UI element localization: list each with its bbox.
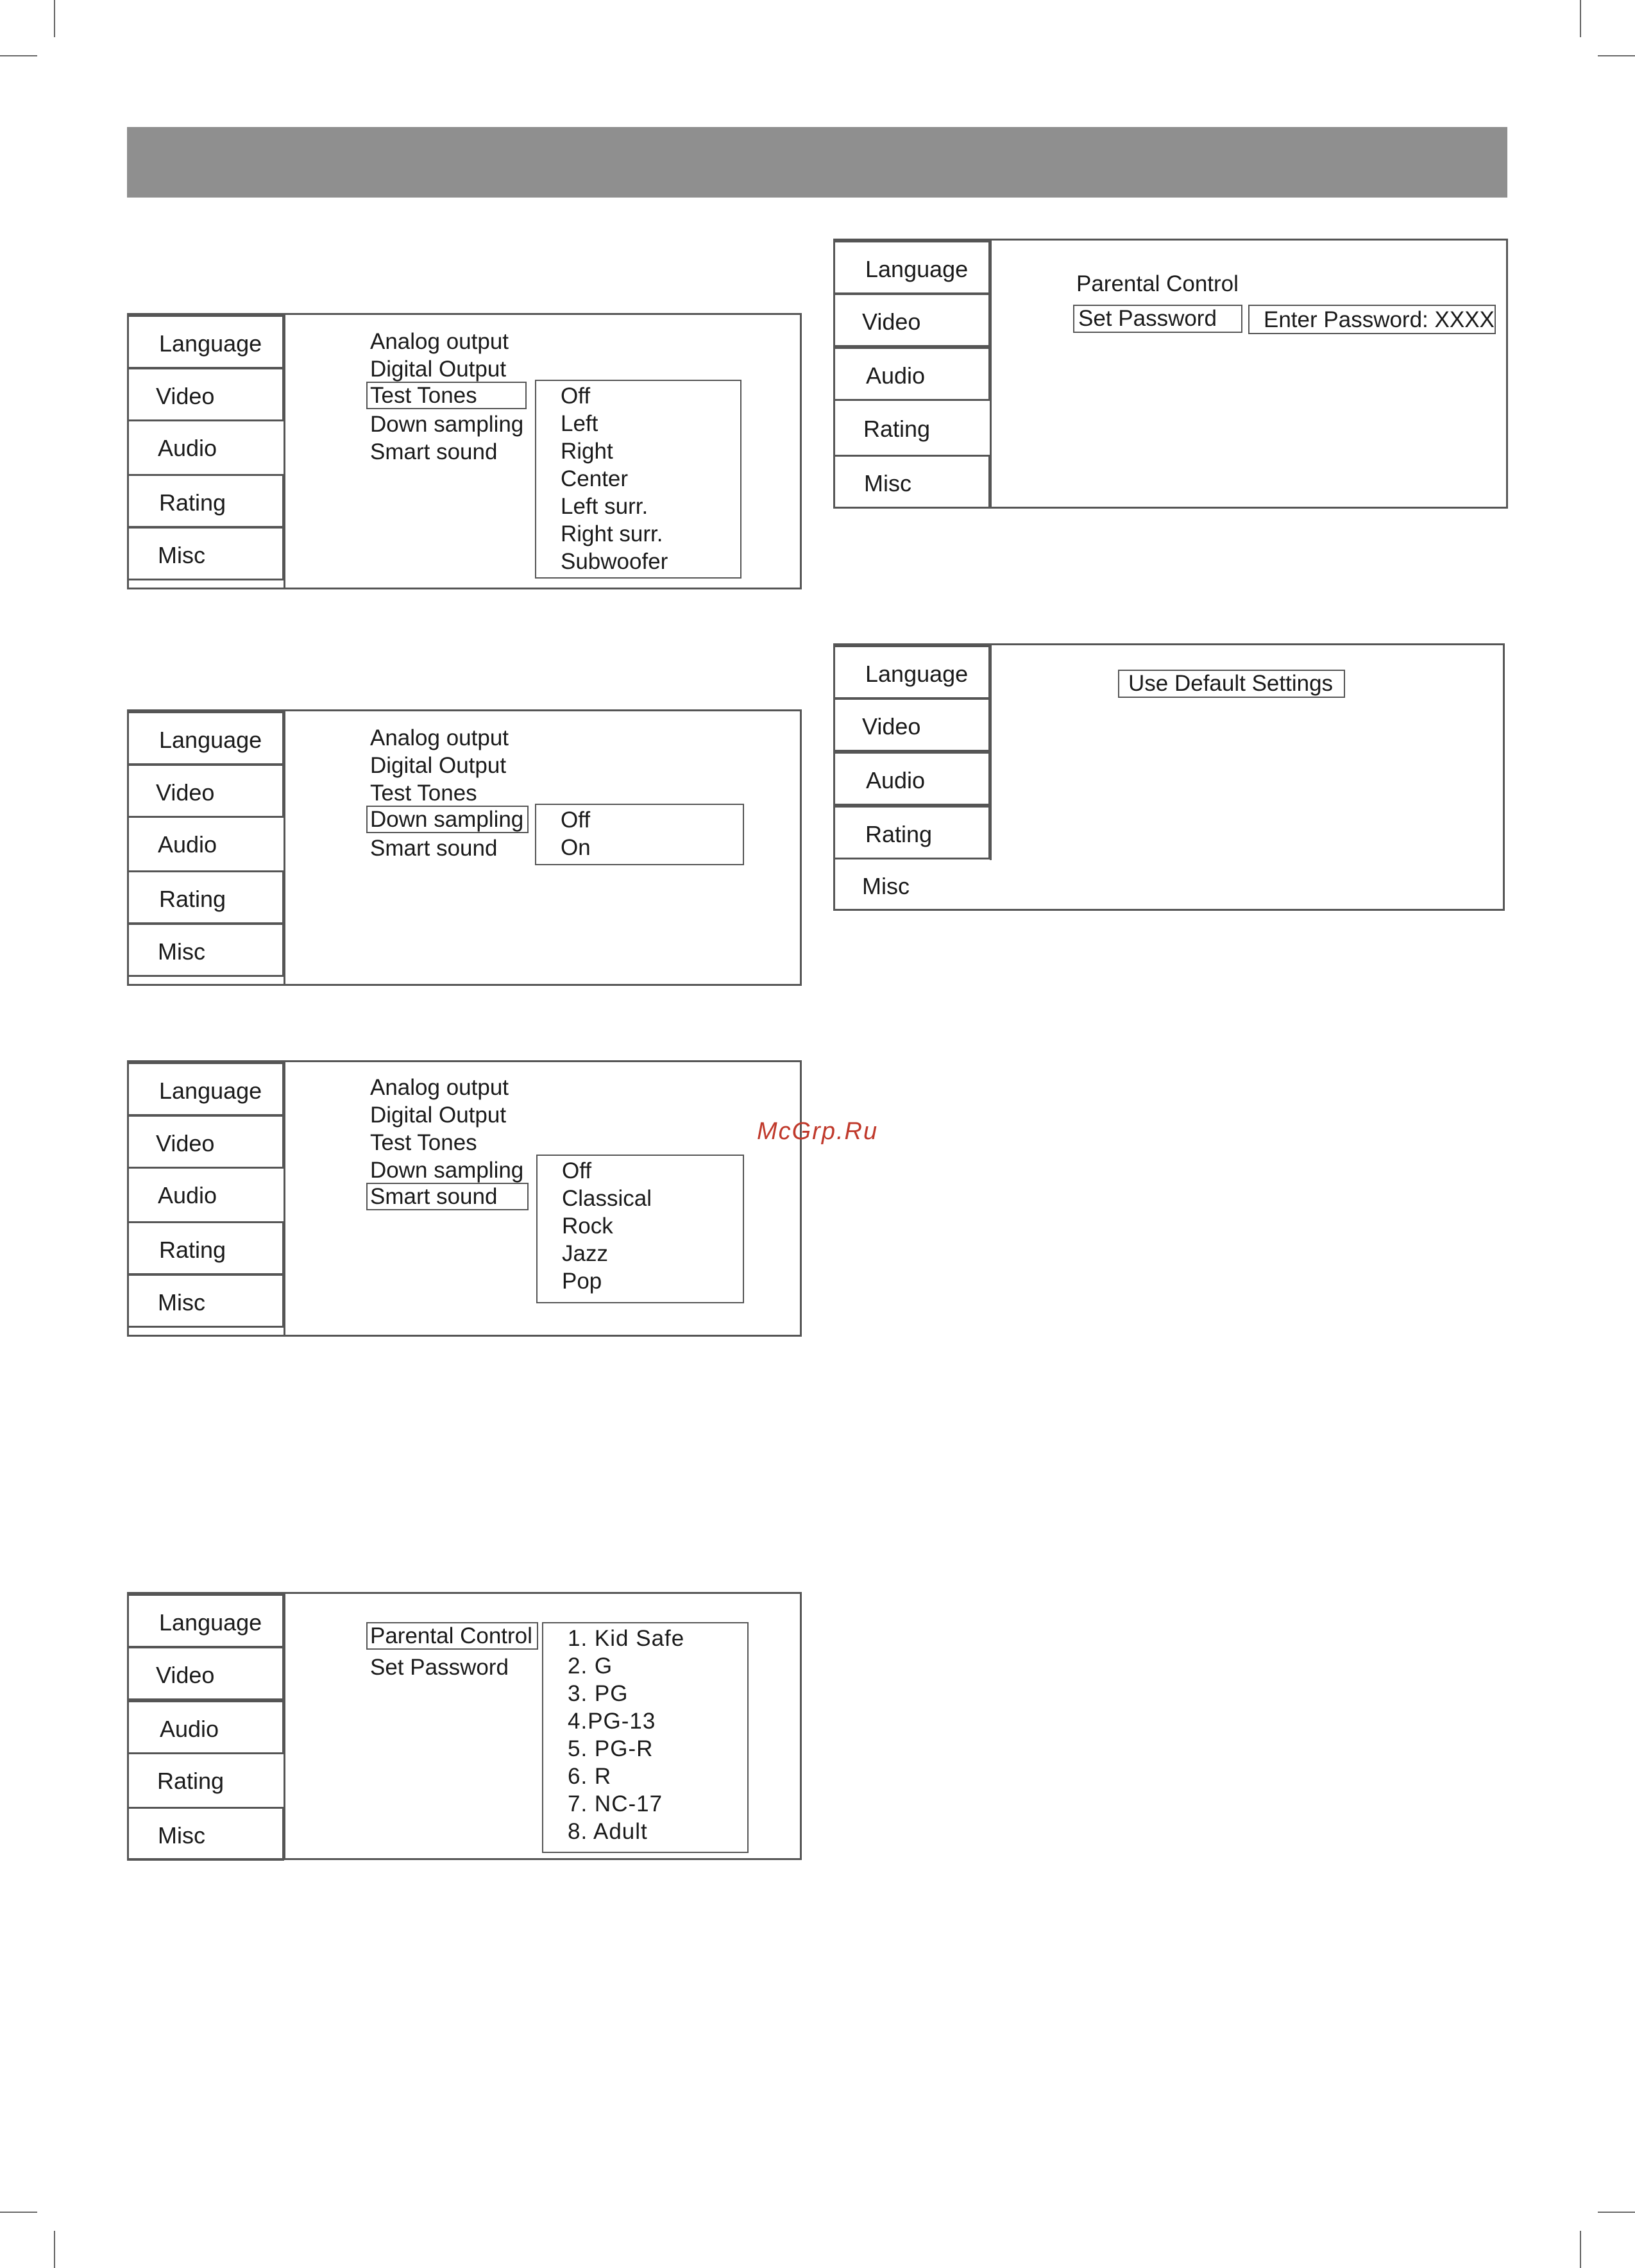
menu-analog-output[interactable]: Analog output [370,725,509,750]
crop-mark [1580,0,1581,37]
option-item[interactable]: Subwoofer [561,549,668,574]
header-bar [127,127,1507,198]
setup-panel-rating [127,1592,802,1860]
tab-audio[interactable]: Audio [158,1182,217,1208]
menu-smart-sound[interactable]: Smart sound [370,439,498,464]
menu-analog-output[interactable]: Analog output [370,329,509,354]
crop-mark [54,2231,55,2268]
option-item[interactable]: Left [561,411,598,436]
tab-misc[interactable]: Misc [127,1274,284,1328]
option-item[interactable]: Center [561,466,629,491]
tab-language[interactable]: Language [127,711,284,765]
option-item[interactable]: 5. PG-R [568,1736,654,1761]
option-item[interactable]: Off [562,1158,592,1183]
option-item[interactable]: 6. R [568,1764,612,1789]
tab-video[interactable]: Video [833,293,990,347]
setup-panel-smart-sound [127,1060,802,1337]
menu-smart-sound[interactable]: Smart sound [366,1183,529,1210]
tab-audio[interactable]: Audio [833,347,990,401]
tab-audio[interactable]: Audio [158,831,217,858]
tab-language[interactable]: Language [127,1594,284,1648]
tab-rating[interactable]: Rating [833,806,990,859]
crop-mark [54,0,55,37]
crop-mark [0,2212,37,2213]
tab-misc[interactable]: Misc [833,455,990,509]
tab-misc[interactable]: Misc [127,527,284,580]
option-item[interactable]: Jazz [562,1241,608,1266]
crop-mark [1598,2212,1635,2213]
tab-video[interactable]: Video [127,1646,284,1700]
option-item[interactable]: Right [561,439,613,464]
tab-video[interactable]: Video [833,698,990,752]
tab-rating[interactable]: Rating [127,870,284,924]
tab-rating[interactable]: Rating [157,1768,224,1794]
tab-video[interactable]: Video [127,1115,284,1169]
tab-audio[interactable]: Audio [158,435,217,461]
tab-audio[interactable]: Audio [127,1700,284,1754]
crop-mark [1598,55,1635,56]
setup-panel-test-tones [127,313,802,589]
option-item[interactable]: Rock [562,1214,613,1239]
watermark: McGrp.Ru [757,1118,879,1145]
menu-test-tones[interactable]: Test Tones [370,1130,477,1155]
menu-smart-sound[interactable]: Smart sound [370,836,498,861]
option-item[interactable]: 3. PG [568,1681,629,1706]
tab-language[interactable]: Language [127,315,284,369]
option-item[interactable]: Classical [562,1186,652,1211]
menu-down-sampling[interactable]: Down sampling [370,1158,524,1183]
password-input[interactable]: Enter Password: XXXX [1248,305,1496,334]
menu-digital-output[interactable]: Digital Output [370,357,507,382]
tab-misc[interactable]: Misc [127,1807,284,1861]
menu-down-sampling[interactable]: Down sampling [366,806,529,833]
option-item[interactable]: Off [561,384,591,409]
crop-mark [1580,2231,1581,2268]
menu-test-tones[interactable]: Test Tones [366,382,527,409]
tab-rating[interactable]: Rating [127,1221,284,1275]
tab-language[interactable]: Language [127,1062,284,1116]
option-item[interactable]: Left surr. [561,494,648,519]
option-item[interactable]: 8. Adult [568,1819,648,1844]
tab-divider [284,315,285,588]
tab-language[interactable]: Language [833,645,990,699]
option-item[interactable]: Off [561,808,591,833]
tab-video[interactable]: Video [127,764,284,818]
parental-control-title: Parental Control [1076,271,1239,296]
tab-audio[interactable]: Audio [833,752,990,806]
tab-misc[interactable]: Misc [127,923,284,977]
menu-digital-output[interactable]: Digital Output [370,1103,507,1128]
setup-panel-down-sampling [127,709,802,986]
rating-options [542,1622,749,1853]
option-item[interactable]: Right surr. [561,521,663,546]
setup-panel-misc [833,643,1505,911]
option-item[interactable]: 1. Kid Safe [568,1626,685,1651]
smart-sound-options [536,1155,744,1303]
menu-set-password[interactable]: Set Password [370,1655,509,1680]
down-sampling-options [535,804,744,865]
setup-panel-password [833,239,1508,509]
crop-mark [0,55,37,56]
use-default-settings-button[interactable]: Use Default Settings [1118,670,1345,698]
option-item[interactable]: 2. G [568,1654,613,1679]
tab-video[interactable]: Video [127,368,284,421]
test-tones-options [535,380,741,579]
option-item[interactable]: On [561,835,591,860]
option-item[interactable]: 7. NC-17 [568,1791,663,1816]
tab-divider [990,645,992,860]
tab-language[interactable]: Language [833,241,990,294]
tab-rating[interactable]: Rating [127,474,284,528]
tab-rating[interactable]: Rating [863,416,931,442]
menu-test-tones[interactable]: Test Tones [370,781,477,806]
tab-misc[interactable]: Misc [862,873,910,899]
option-item[interactable]: 4.PG-13 [568,1709,656,1734]
menu-digital-output[interactable]: Digital Output [370,753,507,778]
option-item[interactable]: Pop [562,1269,602,1294]
tab-divider [990,241,992,507]
tab-divider [284,1062,285,1335]
menu-analog-output[interactable]: Analog output [370,1075,509,1100]
menu-parental-control[interactable]: Parental Control [366,1622,538,1650]
tab-divider [284,1594,285,1858]
set-password-field[interactable]: Set Password [1073,305,1242,333]
tab-divider [284,711,285,984]
menu-down-sampling[interactable]: Down sampling [370,412,524,437]
